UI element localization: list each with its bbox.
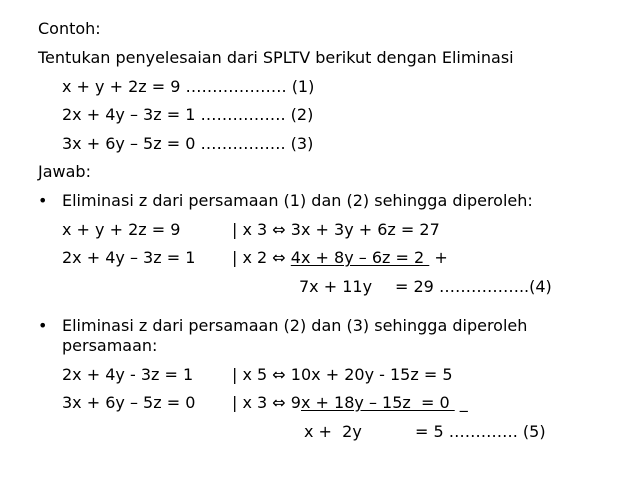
step2-row2-right: [232, 393, 468, 413]
step2-row2-result: x + 18y – 15z = 0: [300, 393, 455, 412]
step1-row2-mult: | x 2 ⇔: [232, 248, 291, 267]
answer-label: Jawab:: [38, 162, 91, 181]
step2-row1-right: [232, 365, 453, 385]
equation-1: x + y + 2z = 9 ………………. (1): [62, 77, 315, 96]
step2-sum-rhs: = 5 …………. (5): [415, 422, 546, 441]
step2-row1-result: 10x + 20y - 15z = 5: [290, 365, 453, 384]
step2-row2-left: 3x + 6y – 5z = 0: [62, 393, 196, 412]
equation-2: 2x + 4y – 3z = 1 ……………. (2): [62, 105, 314, 124]
heading: Contoh:: [38, 19, 101, 38]
step1-row2-left: 2x + 4y – 3z = 1: [62, 248, 196, 267]
step1-sum-rhs: = 29 ……………..(4): [395, 277, 552, 296]
bullet-2: •: [38, 316, 48, 335]
bullet-1: •: [38, 191, 48, 210]
step1-row1-mult: | x 3 ⇔: [232, 220, 291, 239]
step1-text: Eliminasi z dari persamaan (1) dan (2) sehingga diperoleh:: [62, 191, 533, 210]
step1-row1-result: 3x + 3y + 6z = 27: [290, 220, 440, 239]
step2-row1-mult: | x 5 ⇔: [232, 365, 291, 384]
step2-row2-mult: | x 3 ⇔: [232, 393, 291, 412]
step2-sum-lhs: x + 2y: [304, 422, 362, 441]
step1-row1-right: [232, 220, 440, 240]
step1-row2-sign: +: [429, 248, 448, 267]
step2-row1-left: 2x + 4y - 3z = 1: [62, 365, 194, 384]
task-text: Tentukan penyelesaian dari SPLTV berikut dengan Eliminasi: [38, 48, 514, 67]
equation-3: 3x + 6y – 5z = 0 ……………. (3): [62, 134, 314, 153]
step2-text-line1: Eliminasi z dari persamaan (2) dan (3) sehingga diperoleh: [62, 316, 528, 335]
step1-row2-right: [232, 248, 448, 268]
step1-row2-result: 4x + 8y – 6z = 2: [290, 248, 430, 267]
step2-row2-result-pre: 9: [290, 393, 301, 412]
step2-row2-sign: _: [454, 393, 468, 412]
step2-text-line2: persamaan:: [62, 336, 158, 355]
step1-row1-left: x + y + 2z = 9: [62, 220, 181, 239]
step1-sum-lhs: 7x + 11y: [299, 277, 373, 296]
